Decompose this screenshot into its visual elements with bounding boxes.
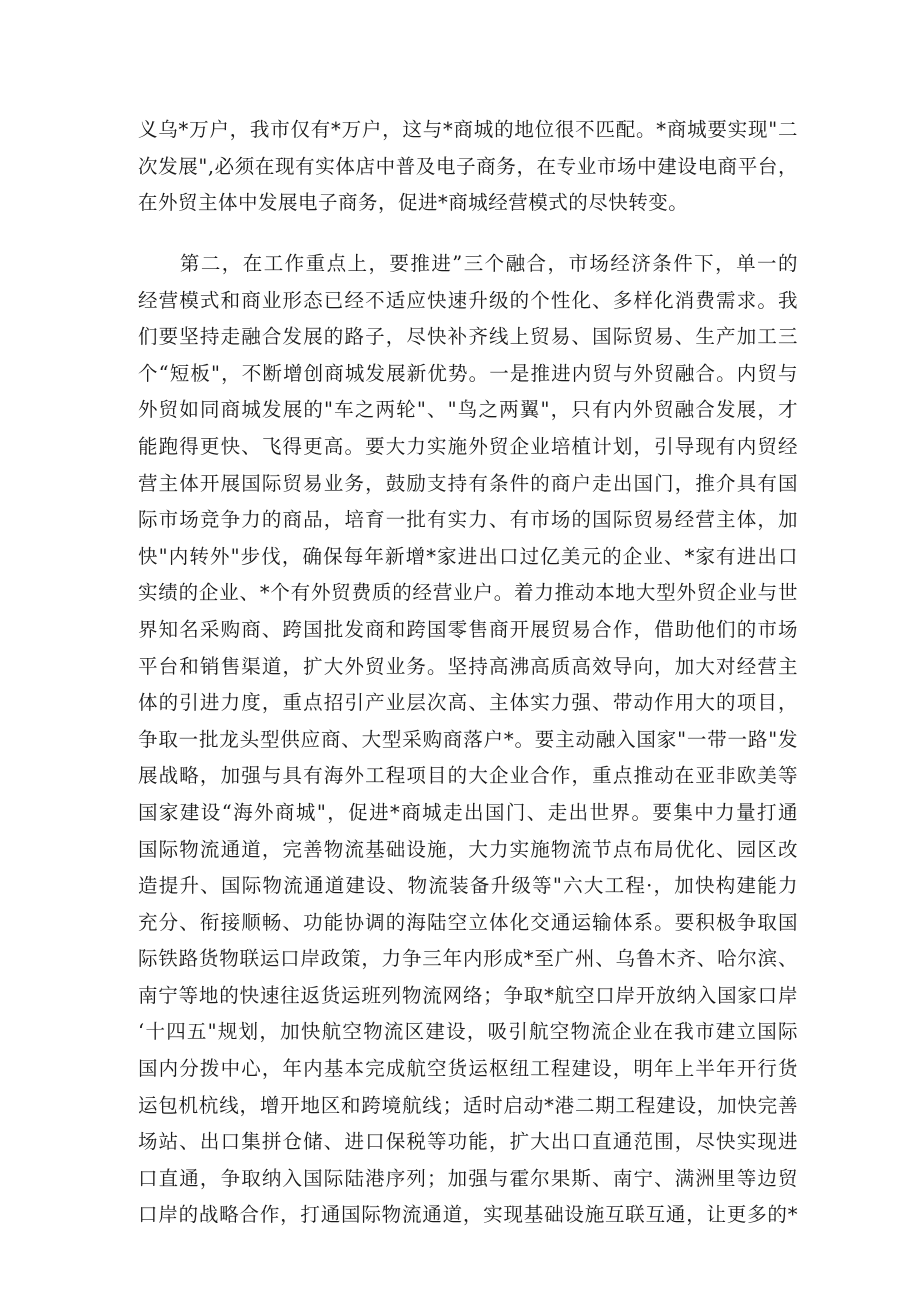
text-line: 国内分拨中心，年内基本完成航空货运枢纽工程建设，明年上半年开行货: [138, 1057, 798, 1081]
text-line: 在外贸主体中发展电子商务，促进*商城经营模式的尽快转变。: [138, 191, 689, 215]
text-line: 能跑得更快、飞得更高。要大力实施外贸企业培植计划，引导现有内贸经: [138, 434, 798, 458]
text-line: 经营模式和商业形态已经不适应快速升级的个性化、多样化消费需求。我: [138, 288, 798, 312]
text-line: 国际物流通道，完善物流基础设施，大力实施物流节点布局优化、园区改: [138, 837, 798, 861]
text-line: 国家建设“海外商城"，促进*商城走出国门、走出世界。要集中力量打通: [138, 800, 798, 824]
text-line: 南宁等地的快速往返货运班列物流网络；争取*航空口岸开放纳入国家口岸: [138, 983, 798, 1007]
text-line: 实绩的企业、*个有外贸费质的经营业户。着力推动本地大型外贸企业与世: [138, 581, 798, 605]
paragraph-2: [138, 246, 798, 1234]
text-line: 口直通，争取纳入国际陆港序列；加强与霍尔果斯、南宁、满洲里等边贸: [138, 1166, 798, 1190]
text-line: 际铁路货物联运口岸政策，力争三年内形成*至广州、乌鲁木齐、哈尔滨、: [138, 947, 798, 971]
text-line: 展战略，加强与具有海外工程项目的大企业合作，重点推动在亚非欧美等: [138, 764, 798, 788]
text-line: 充分、衔接顺畅、功能协调的海陆空立体化交通运输体系。要积极争取国: [138, 910, 798, 934]
text-line: 体的引进力度，重点招引产业层次高、主体实力强、带动作用大的项目，: [138, 691, 798, 715]
text-line: 平台和销售渠道，扩大外贸业务。坚持高沸高质高效导向，加大对经营主: [138, 654, 798, 678]
text-line: 场站、出口集拼仓储、进口保税等功能，扩大出口直通范围，尽快实现进: [138, 1130, 798, 1154]
text-line: 造提升、国际物流通道建设、物流装备升级等"六大工程·，加快构建能力: [138, 874, 798, 898]
text-line: 口岸的战略合作，打通国际物流通道，实现基础设施互联互通，让更多的*: [138, 1203, 798, 1227]
text-line: 营主体开展国际贸易业务，鼓励支持有条件的商户走出国门，推介具有国: [138, 471, 798, 495]
text-line: 外贸如同商城发展的"车之两轮"、"鸟之两翼"，只有内外贸融合发展，才: [138, 398, 798, 422]
text-line: 争取一批龙头型供应商、大型采购商落户*。要主动融入国家"一带一路"发: [138, 727, 798, 751]
text-line: ‘十四五"规划，加快航空物流区建设，吸引航空物流企业在我市建立国际: [138, 1020, 798, 1044]
text-line: 次发展",必须在现有实体店中普及电子商务，在专业市场中建设电商平台，: [138, 154, 798, 178]
text-line: 界知名采购商、跨国批发商和跨国零售商开展贸易合作，借助他们的市场: [138, 617, 798, 641]
text-line: 个“短板"，不断增创商城发展新优势。一是推进内贸与外贸融合。内贸与: [138, 361, 798, 385]
text-line: 们要坚持走融合发展的路子，尽快补齐线上贸易、国际贸易、生产加工三: [138, 325, 798, 349]
text-line: 快"内转外"步伐，确保每年新增*家进出口过亿美元的企业、*家有进出口: [138, 544, 798, 568]
text-line: 运包机杭线，增开地区和跨境航线；适时启动*港二期工程建设，加快完善: [138, 1093, 798, 1117]
text-line: 第二，在工作重点上，要推进”三个融合，市场经济条件下，单一的: [138, 252, 798, 275]
text-line: 际市场竞争力的商品，培育一批有实力、有市场的国际贸易经营主体，加: [138, 508, 798, 532]
text-line: 义乌*万户，我市仅有*万户，这与*商城的地位很不匹配。*商城要实现"二: [138, 118, 798, 141]
paragraph-1: [138, 112, 798, 222]
